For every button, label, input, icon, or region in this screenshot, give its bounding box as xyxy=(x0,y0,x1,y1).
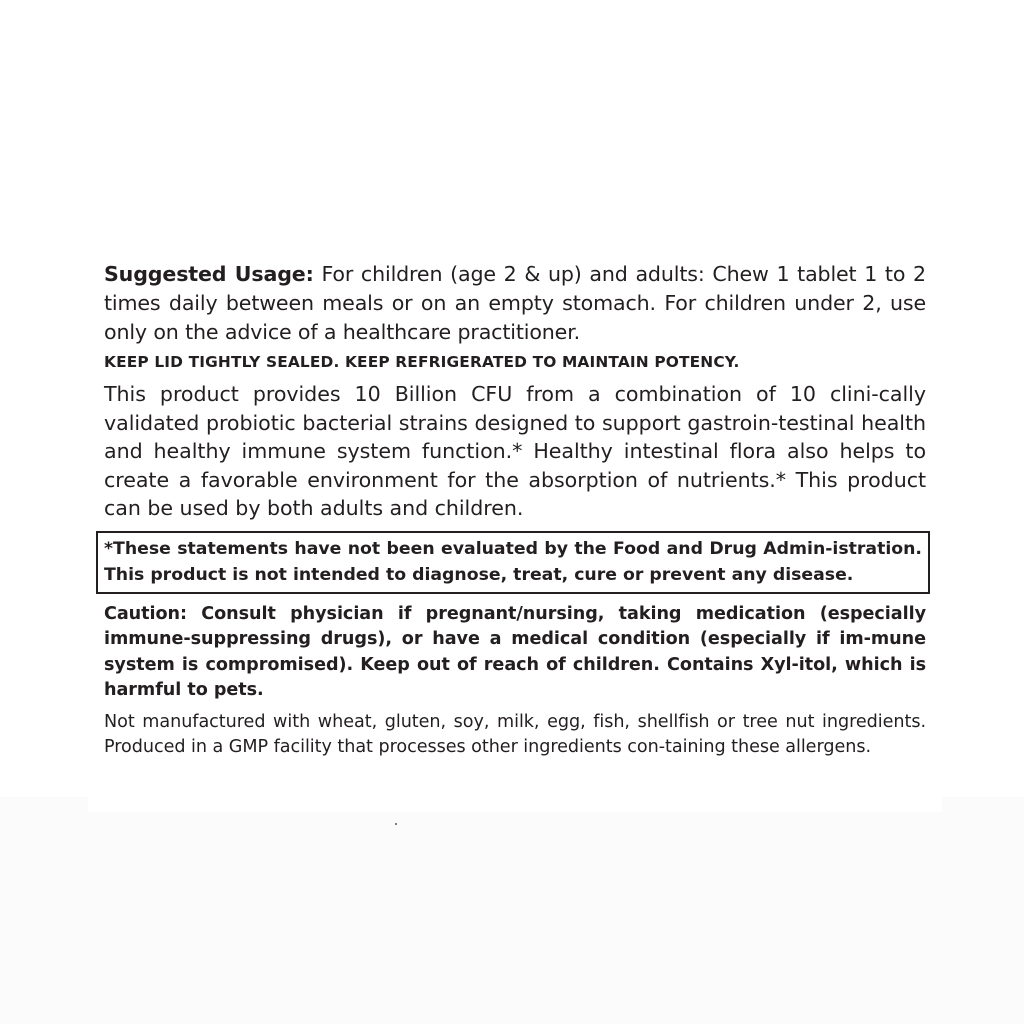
product-label xyxy=(88,252,942,812)
fda-disclaimer-box xyxy=(96,531,930,594)
storage-warning: KEEP LID TIGHTLY SEALED. KEEP REFRIGERATED TO MAINTAIN POTENCY. xyxy=(104,353,740,371)
suggested-usage-heading: Suggested Usage: xyxy=(104,262,314,286)
product-description: This product provides 10 Billion CFU from a combination of 10 clini-cally validated probiotic bacterial strains designed to support gastroin-testinal health and healthy immune system function.* Healthy intestinal flora also helps to create a favorable environment for the absorption of nutrients.* This product can be used by both adults and children. xyxy=(104,382,926,520)
background-band xyxy=(0,798,1024,1024)
caution-statement: Caution: Consult physician if pregnant/nursing, taking medication (especially immune-suppressing drugs), or have a medical condition (especially if im-mune system is compromised). Keep out of reach of children. Contains Xyl-itol, which is harmful to pets. xyxy=(104,603,926,701)
print-speck xyxy=(395,823,397,825)
label-content xyxy=(104,260,926,761)
suggested-usage-text: For children (age 2 & up) and adults: Chew 1 tablet 1 to 2 times daily between meals or on an empty stomach. For children under 2, use only on the advice of a healthcare practitioner. xyxy=(104,262,926,344)
allergen-statement: Not manufactured with wheat, gluten, soy, milk, egg, fish, shellfish or tree nut ingredients. Produced in a GMP facility that processes other ingredients con-taining these allergens. xyxy=(104,711,926,758)
fda-disclaimer-text: *These statements have not been evaluated by the Food and Drug Admin-istration. This product is not intended to diagnose, treat, cure or prevent any disease. xyxy=(104,538,922,585)
suggested-usage xyxy=(104,260,926,347)
